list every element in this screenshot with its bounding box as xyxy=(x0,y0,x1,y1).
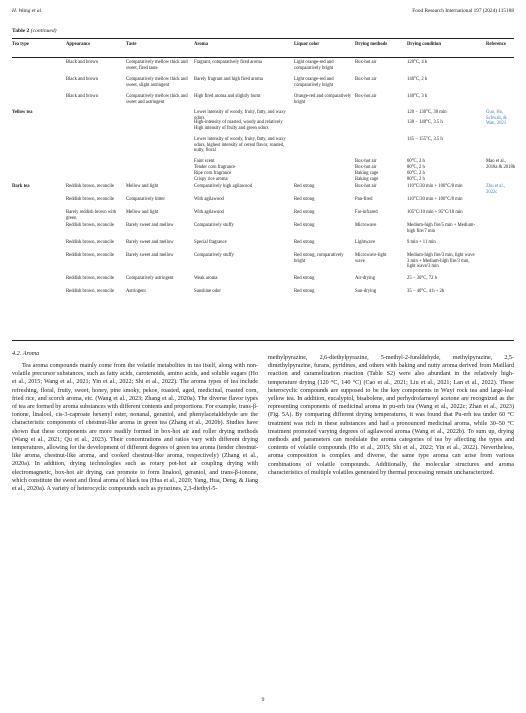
table-label: Table 2 xyxy=(12,28,30,34)
liquor-color-cell: Light orange-red and comparatively bright xyxy=(294,60,334,71)
aroma-cell: Tender corn fragrance xyxy=(194,165,236,170)
appearance-cell: Reddish brown, reconcile xyxy=(66,184,115,189)
taste-cell: Astringent xyxy=(126,289,146,294)
taste-cell: Comparatively astringent xyxy=(126,276,174,281)
aroma-cell: Lower intensity of woody, fruity, fatty, and waxy odors xyxy=(194,110,286,121)
col-header-reference: Reference xyxy=(486,42,506,47)
col-header-drying-methods: Drying methods xyxy=(355,42,388,47)
taste-cell: Barely sweet and mellow xyxy=(126,253,174,258)
aroma-cell: Weak aroma xyxy=(194,276,218,281)
liquor-color-cell: Red strong xyxy=(294,197,315,202)
aroma-cell: Crispy rice aroma xyxy=(194,177,228,182)
liquor-color-cell: Red strong xyxy=(294,240,315,245)
drying-method-cell: Box-hot air xyxy=(355,60,377,65)
drying-method-cell: Pan-fired xyxy=(355,197,373,202)
drying-condition-cell: 60°C, 2 h xyxy=(407,171,425,176)
taste-cell: Mellow and light xyxy=(126,210,159,215)
data-table xyxy=(12,40,514,340)
drying-method-cell: Far-infrared xyxy=(355,210,378,215)
aroma-cell: Faint scent xyxy=(194,159,215,164)
aroma-cell: With agilawood xyxy=(194,197,224,202)
col-header-aroma: Aroma xyxy=(194,42,208,47)
liquor-color-cell: Red strong xyxy=(294,210,315,215)
body-column-left xyxy=(12,362,258,493)
aroma-cell: Fragrant, comparatively fired aroma xyxy=(194,60,262,65)
liquor-color-cell: Red strong xyxy=(294,276,315,281)
table-caption-suffix: (continued) xyxy=(30,28,57,34)
table-bottom-rule xyxy=(12,340,514,341)
reference-cell[interactable]: Mao et al., 2018a & 2018b xyxy=(486,159,516,170)
drying-condition-cell: 110°C/30 min + 100°C/8 min xyxy=(407,197,463,202)
drying-condition-cell: 105°C/10 min + 95°C/10 min xyxy=(407,210,463,215)
taste-cell: Comparatively mellow thick and sweet and astringent xyxy=(126,94,188,105)
drying-condition-cell: 25 − 30°C, 72 h xyxy=(407,276,437,281)
drying-condition-cell: 120°C, 4 h xyxy=(407,60,428,65)
appearance-cell: Reddish brown, reconcile xyxy=(66,240,115,245)
table-top-rule xyxy=(12,38,514,39)
aroma-cell: High-intensity of roasted, woody and relatively High intensity of fruity and green odors xyxy=(194,120,283,131)
drying-condition-cell: 140°C, 2 h xyxy=(407,77,428,82)
page-header xyxy=(12,8,514,20)
drying-condition-cell: 145 − 155°C, 3.5 h xyxy=(407,137,443,142)
drying-condition-cell: 35 − 40°C, 4 h + 2h xyxy=(407,289,445,294)
drying-condition-cell: 80°C, 2 h xyxy=(407,177,425,182)
aroma-cell: Sunshine odor xyxy=(194,289,221,294)
aroma-cell: Special fragrance xyxy=(194,240,227,245)
drying-method-cell: Baking cage xyxy=(355,177,379,182)
drying-method-cell: Sun-drying xyxy=(355,289,377,294)
liquor-color-cell: Red strong xyxy=(294,223,315,228)
appearance-cell: Black and brown xyxy=(66,60,99,65)
aroma-cell: With agilawood xyxy=(194,210,224,215)
body-column-right xyxy=(268,354,514,477)
drying-method-cell: Microwave xyxy=(355,223,377,228)
appearance-cell: Reddish brown, reconcile xyxy=(66,253,115,258)
drying-method-cell: Air-drying xyxy=(355,276,375,281)
table-header-rule xyxy=(12,57,514,58)
drying-condition-cell: 140°C, 3 h xyxy=(407,94,428,99)
drying-condition-cell: 110°C/30 min + 100°C/8 min xyxy=(407,184,463,189)
drying-condition-cell: Medium-high fire/3 min, light wave 3 min + Medium-high fire/3 min, light wave/3 min xyxy=(407,253,475,270)
reference-cell[interactable]: Guo, Ho, Schwab, & Wan, 2021 xyxy=(486,110,507,127)
drying-method-cell: Box-hot air xyxy=(355,184,377,189)
col-header-drying-condition: Drying condition xyxy=(407,42,441,47)
col-header-tea-type: Tea type xyxy=(12,42,29,47)
appearance-cell: Reddish brown, reconcile xyxy=(66,223,115,228)
drying-condition-cell: 80°C, 2 h xyxy=(407,165,425,170)
aroma-cell: Ripe corn fragrance xyxy=(194,171,232,176)
appearance-cell: Black and brown xyxy=(66,77,99,82)
appearance-cell: Barely reddish brown with green xyxy=(66,210,117,221)
taste-cell: Mellow and light xyxy=(126,184,159,189)
taste-cell: Comparatively bitter xyxy=(126,197,165,202)
liquor-color-cell: Light orange-red and comparatively bright xyxy=(294,77,334,88)
appearance-cell: Reddish brown, reconcile xyxy=(66,197,115,202)
col-header-liquor-color: Liquor color xyxy=(294,42,320,47)
liquor-color-cell: Orange-red and comparatively bright xyxy=(294,94,352,105)
appearance-cell: Black and brown xyxy=(66,94,99,99)
drying-condition-cell: 120 − 130°C, 30 min xyxy=(407,110,447,115)
taste-cell: Barely sweet and mellow xyxy=(126,223,174,228)
aroma-cell: Comparatively high agilawood xyxy=(194,184,253,189)
appearance-cell: Reddish brown, reconcile xyxy=(66,289,115,294)
running-author: H. Wang et al. xyxy=(12,8,43,14)
appearance-cell: Reddish brown, reconcile xyxy=(66,276,115,281)
tea-type-cell: Dark tea xyxy=(12,184,30,189)
col-header-taste: Taste xyxy=(126,42,137,47)
liquor-color-cell: Red strong, comparatively bright xyxy=(294,253,344,264)
aroma-cell: High fired aroma and slightly burnt xyxy=(194,94,261,99)
body-paragraph: methylpyrazine, 2,6-diethylpyrazine, 5-methyl-2-furaldehyde, methylpyrazine, 2,5-dimethylpyrazine, furans, pyridines, and others with baking and nutty aroma derived from Maillard reaction and caramelization reaction (Table S2) were also abundant in the relatively high-temperature drying (120 °C, 140 °C) (Cao et al., 2021; Liu et al., 2021; Lan et al., 2022). These heterocyclic compounds are supposed to be the key components in Wuyi rock tea and large-leaf yellow tea. In addition, eucalyptol, bisabolene, and perhydrofarnesyl acetone are recognized as the representing components of medicinal aroma in pu-erh tea (Wang et al., 2022c; Zhan et al., 2023) (Fig. 5A). By comparing different drying temperatures, it was found that Pu-erh tea under 60 °C treatment was rich in these substances and had a pronounced medicinal aroma, while 30–50 °C treatment promoted varying degrees of agilawood aroma (Wang et al., 2022b). To sum up, drying methods and parameters can modulate the aroma categories of tea by affecting the types and contents of volatile compounds (Ho et al., 2015; Shi et al., 2022; Yin et al., 2022). Nevertheless, aroma composition is complex and diverse, the same type aroma can arise from various combinations of volatile compounds. Additionally, the molecular structures and aroma characteristics of multiple volatiles generated by thermal processing remain uncharacterized. xyxy=(268,355,514,476)
aroma-cell: Comparatively stuffy xyxy=(194,223,234,228)
section-heading: 4.2. Aroma xyxy=(12,350,40,357)
drying-method-cell: Lightwave xyxy=(355,240,376,245)
drying-condition-cell: Medium-high fire/5 min + Medium-high fire/7 min xyxy=(407,223,475,234)
page-number: 9 xyxy=(261,697,265,703)
aroma-cell: Lower intensity of woody, fruity, fatty, and waxy odors, highest intensity of cereal flavor, roasted, nutty, floral xyxy=(194,137,286,154)
table-caption xyxy=(12,28,57,34)
drying-method-cell: Box-hot air xyxy=(355,94,377,99)
reference-cell[interactable]: Zhu et al., 2022c xyxy=(486,184,506,195)
drying-method-cell: Box-hot air xyxy=(355,159,377,164)
drying-method-cell: Microwave-light wave xyxy=(355,253,387,264)
drying-method-cell: Box-hot air xyxy=(355,77,377,82)
drying-method-cell: Box-hot air xyxy=(355,165,377,170)
drying-condition-cell: 60°C, 2 h xyxy=(407,159,425,164)
drying-method-cell: Baking cage xyxy=(355,171,379,176)
drying-condition-cell: 130 − 140°C, 3.5 h xyxy=(407,120,443,125)
col-header-appearance: Appearance xyxy=(66,42,91,47)
tea-type-cell: Yellow tea xyxy=(12,110,33,115)
aroma-cell: Barely fragrant and high fired aroma xyxy=(194,77,263,82)
aroma-cell: Comparatively stuffy xyxy=(194,253,234,258)
taste-cell: Comparatively mellow thick and sweet, fired taste xyxy=(126,60,188,71)
journal-citation: Food Research International 197 (2024) 115188 xyxy=(412,8,514,14)
liquor-color-cell: Red strong xyxy=(294,289,315,294)
taste-cell: Comparatively mellow thick and sweet, slight astringent xyxy=(126,77,188,88)
body-paragraph: Tea aroma compounds mainly come from the volatile metabolites in tea itself, along with non-volatile precursor substances, such as fatty acids, carotenoids, amino acids, and soluble sugars (Ho et al., 2015; Wang et al., 2021; Yin et al., 2022; Shi et al., 2022). The aroma types of tea include refreshing, floral, fruity, sweet, honey, pine smoky, pekoe, roasted, aged, medicinal, roasted corn, fried rice, and scorch aroma, etc. (Wang et al., 2023; Zhang et al., 2020a). The diverse flavor types of tea are formed by aroma substances with different contents and proportions. For example, trans-β-ionone, linalool, cis-3-caproate hexenyl ester, nonanal, geraniol, and phenylacetaldehyde are the characteristic components of chestnut-like aroma in green tea (Zhang et al., 2020b). Studies have shown that these components are more readily formed in box-hot air and roller drying methods (Wang et al., 2021; Qu et al., 2023). Their concentrations and ratios vary with different drying temperatures, allowing for the development of different degrees of green tea aroma (tender chestnut-like aroma, chestnut-like aroma, and cooked chestnut-like aroma, respectively) (Zhang et al., 2020a). In addition, drying technologies such as rotary pot-hot air coupling drying with electromagnetic, box-hot air drying, can promote to form linalool, geraniol, and trans-β-ionone, which constitute the sweet and floral aroma of black tea (Hua et al., 2020; Yang, Hua, Deng, & Jiang et al., 2020a). A variety of heterocyclic compounds such as pyrazines, 2,3-diethyl-5- xyxy=(12,363,258,493)
drying-condition-cell: 9 min + 11 min xyxy=(407,240,436,245)
taste-cell: Barely sweet and mellow xyxy=(126,240,174,245)
liquor-color-cell: Red strong xyxy=(294,184,315,189)
